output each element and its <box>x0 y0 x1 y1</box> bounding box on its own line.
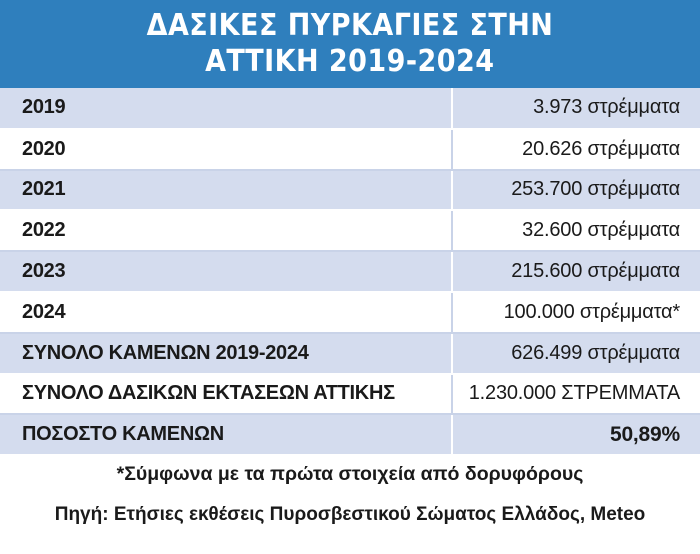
table-row <box>0 129 700 170</box>
burned-area-table <box>0 88 700 456</box>
title-line-1: ΔΑΣΙΚΕΣ ΠΥΡΚΑΓΙΕΣ ΣΤΗΝ <box>146 8 554 43</box>
table-row <box>0 88 700 129</box>
row-value: 50,89% <box>452 414 700 455</box>
row-label: 2020 <box>0 129 452 170</box>
row-value: 20.626 στρέμματα <box>452 129 700 170</box>
title-line-2: ΑΤΤΙΚΗ 2019-2024 <box>205 44 495 79</box>
total-forest-row <box>0 374 700 415</box>
row-label: 2021 <box>0 170 452 211</box>
row-label: 2019 <box>0 88 452 129</box>
table-row <box>0 251 700 292</box>
row-value: 32.600 στρέμματα <box>452 210 700 251</box>
percentage-row <box>0 414 700 455</box>
row-value: 1.230.000 ΣΤΡΕΜΜΑΤΑ <box>452 374 700 415</box>
table-row <box>0 210 700 251</box>
row-label: ΣΥΝΟΛΟ ΚΑΜΕΝΩΝ 2019-2024 <box>0 333 452 374</box>
row-value: 3.973 στρέμματα <box>452 88 700 129</box>
row-value: 100.000 στρέμματα* <box>452 292 700 333</box>
row-value: 626.499 στρέμματα <box>452 333 700 374</box>
row-value: 215.600 στρέμματα <box>452 251 700 292</box>
row-label: 2024 <box>0 292 452 333</box>
title-banner <box>0 0 700 88</box>
row-label: ΠΟΣΟΣΤΟ ΚΑΜΕΝΩΝ <box>0 414 452 455</box>
source-credit: Πηγή: Ετήσιες εκθέσεις Πυροσβεστικού Σώματος Ελλάδος, Meteo <box>54 504 646 526</box>
row-label: ΣΥΝΟΛΟ ΔΑΣΙΚΩΝ ΕΚΤΑΣΕΩΝ ΑΤΤΙΚΗΣ <box>0 374 452 415</box>
row-label: 2022 <box>0 210 452 251</box>
row-label: 2023 <box>0 251 452 292</box>
row-value: 253.700 στρέμματα <box>452 170 700 211</box>
table-row <box>0 292 700 333</box>
table-row <box>0 170 700 211</box>
footnote: *Σύμφωνα με τα πρώτα στοιχεία από δορυφόρους <box>116 463 584 486</box>
total-burned-row <box>0 333 700 374</box>
